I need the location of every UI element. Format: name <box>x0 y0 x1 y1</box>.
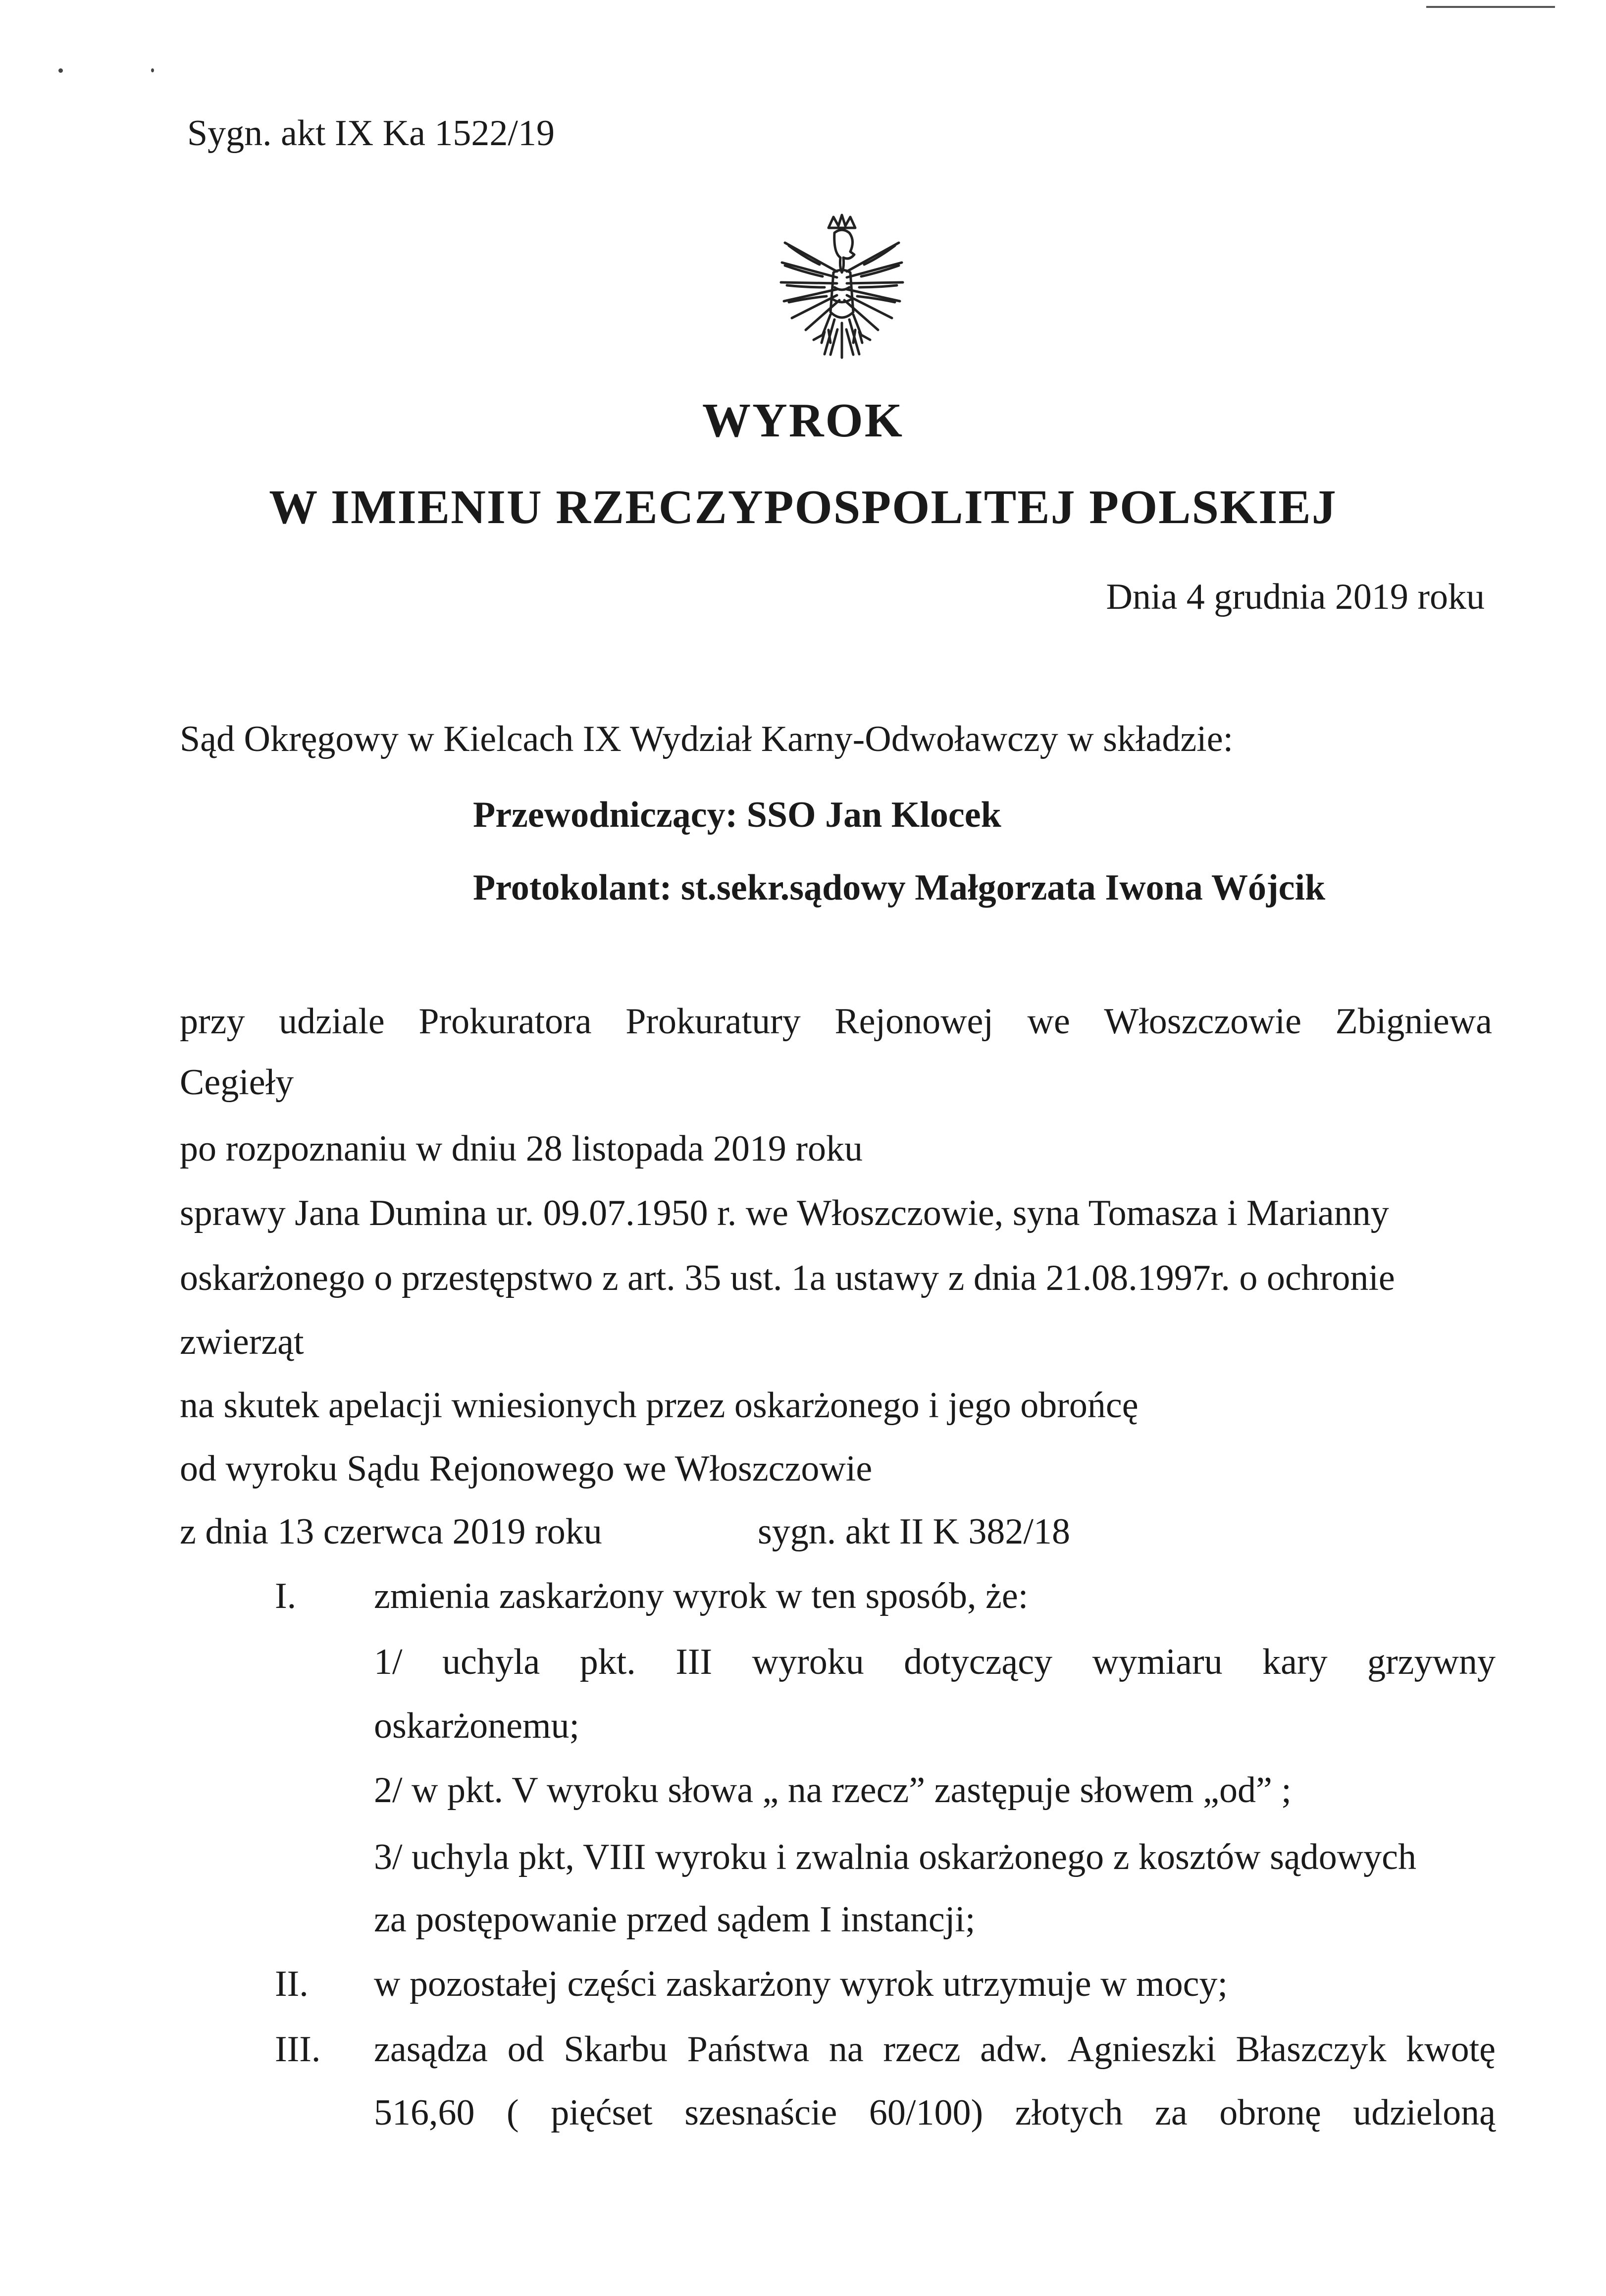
court-composition: Sąd Okręgowy w Kielcach IX Wydział Karny-Odwoławczy w składzie: <box>180 719 1234 759</box>
ruling-i-sub3: 3/ uchyla pkt, VIII wyroku i zwalnia oskarżonego z kosztów sądowych <box>374 1837 1417 1877</box>
sub1-word: wymiaru <box>1092 1642 1223 1682</box>
sub1-word: pkt. <box>579 1642 636 1682</box>
sub1-word: uchyla <box>442 1642 540 1682</box>
ruling-i-sub1-cont: oskarżonemu; <box>374 1706 580 1746</box>
chair-line <box>473 797 1001 833</box>
sub1-word: grzywny <box>1367 1642 1496 1682</box>
clerk-name: st.sekr.sądowy Małgorzata Iwona Wójcik <box>681 867 1326 908</box>
charge-line-cont: zwierząt <box>180 1322 304 1362</box>
prosecutor-word: we <box>1027 1001 1070 1042</box>
prosecutor-word: Zbigniewa <box>1335 1001 1492 1042</box>
iii-word: Skarbu <box>564 2029 668 2070</box>
prosecutor-word: Rejonowej <box>834 1001 993 1042</box>
prosecutor-word: Prokuratury <box>625 1001 801 1042</box>
prosecutor-word: Włoszczowie <box>1104 1001 1301 1042</box>
sub1-word: wyroku <box>752 1642 864 1682</box>
ruling-ii-text: w pozostałej części zaskarżony wyrok utrzymuje w mocy; <box>374 1964 1228 2004</box>
document-title: WYROK <box>702 394 904 447</box>
top-rule <box>1426 6 1555 8</box>
prosecutor-word: udziale <box>279 1001 385 1042</box>
iii-word: Agnieszki <box>1067 2029 1216 2070</box>
hearing-line: po rozpoznaniu w dniu 28 listopada 2019 roku <box>180 1128 863 1169</box>
case-signature: Sygn. akt IX Ka 1522/19 <box>187 113 555 154</box>
iii-cont-word: za <box>1155 2092 1188 2133</box>
case-line: sprawy Jana Dumina ur. 09.07.1950 r. we Włoszczowie, syna Tomasza i Marianny <box>180 1193 1389 1233</box>
chair-label: Przewodniczący: <box>473 795 738 835</box>
prosecutor-line-cont: Cegieły <box>180 1062 294 1103</box>
judgment-signature: sygn. akt II K 382/18 <box>758 1511 1070 1552</box>
sub1-word: 1/ <box>374 1642 403 1682</box>
ruling-iii-number: III. <box>275 2029 321 2070</box>
iii-cont-word: pięćset <box>551 2092 653 2133</box>
prosecutor-word: Prokuratora <box>418 1001 592 1042</box>
ruling-i-text: zmienia zaskarżony wyrok w ten sposób, że: <box>374 1576 1029 1616</box>
ruling-i-sub2: 2/ w pkt. V wyroku słowa „ na rzecz” zastępuje słowem „od” ; <box>374 1770 1292 1811</box>
iii-cont-word: 516,60 <box>374 2092 475 2133</box>
judgment-date-line: z dnia 13 czerwca 2019 roku <box>180 1511 602 1552</box>
iii-cont-word: ( <box>507 2092 519 2133</box>
ruling-iii-text-cont <box>374 2094 1496 2131</box>
iii-cont-word: obronę <box>1219 2092 1321 2133</box>
iii-word: kwotę <box>1406 2029 1496 2070</box>
ruling-i-sub1 <box>374 1644 1496 1680</box>
polish-eagle-emblem <box>775 213 909 362</box>
iii-word: zasądza <box>374 2029 488 2070</box>
sub1-word: kary <box>1262 1642 1328 1682</box>
sub1-word: dotyczący <box>904 1642 1053 1682</box>
prosecutor-line <box>180 1003 1492 1040</box>
document-subtitle: W IMIENIU RZECZYPOSPOLITEJ POLSKIEJ <box>269 481 1337 534</box>
scan-speck <box>58 68 63 73</box>
judgment-date: Dnia 4 grudnia 2019 roku <box>1106 577 1485 617</box>
clerk-label: Protokolant: <box>473 867 672 908</box>
iii-word: od <box>507 2029 544 2070</box>
iii-word: adw. <box>980 2029 1048 2070</box>
iii-word: Państwa <box>687 2029 810 2070</box>
ruling-iii-text <box>374 2031 1496 2068</box>
iii-word: Błaszczyk <box>1236 2029 1387 2070</box>
iii-word: na <box>829 2029 864 2070</box>
appeal-line: na skutek apelacji wniesionych przez oskarżonego i jego obrońcę <box>180 1385 1139 1426</box>
sub1-word: III <box>675 1642 713 1682</box>
iii-cont-word: udzieloną <box>1353 2092 1496 2133</box>
ruling-ii-number: II. <box>275 1964 309 2004</box>
iii-word: rzecz <box>883 2029 961 2070</box>
ruling-i-sub3-cont: za postępowanie przed sądem I instancji; <box>374 1899 976 1940</box>
clerk-line <box>473 869 1325 906</box>
ruling-i-number: I. <box>275 1576 297 1616</box>
iii-cont-word: 60/100) <box>869 2092 984 2133</box>
chair-name: SSO Jan Klocek <box>746 795 1001 835</box>
prosecutor-word: przy <box>180 1001 245 1042</box>
judgment-from-line: od wyroku Sądu Rejonowego we Włoszczowie <box>180 1448 873 1489</box>
iii-cont-word: szesnaście <box>684 2092 837 2133</box>
scan-speck <box>151 68 154 72</box>
charge-line: oskarżonego o przestępstwo z art. 35 ust. 1a ustawy z dnia 21.08.1997r. o ochronie <box>180 1258 1395 1298</box>
iii-cont-word: złotych <box>1015 2092 1123 2133</box>
